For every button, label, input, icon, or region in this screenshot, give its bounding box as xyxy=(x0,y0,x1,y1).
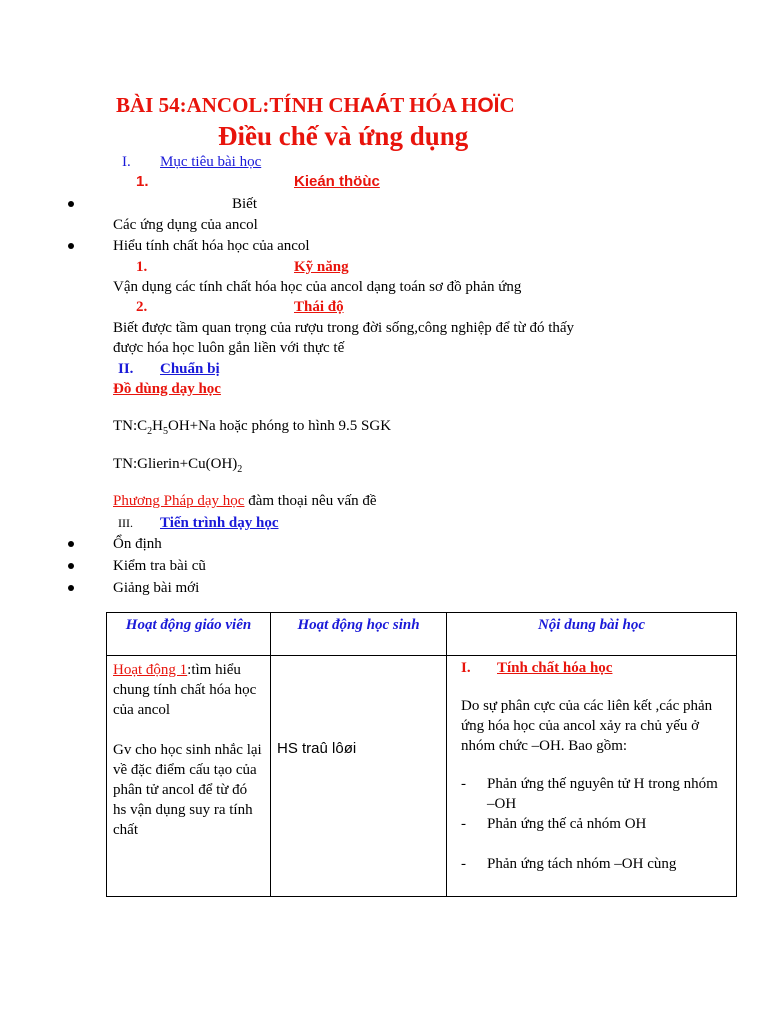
method-text: đàm thoại nêu vấn đề xyxy=(244,493,377,509)
step-item: Ổn định xyxy=(113,536,162,552)
method-label: Phương Pháp dạy học xyxy=(113,493,245,509)
bullet-icon xyxy=(68,243,74,249)
lesson-content-cell xyxy=(447,656,737,897)
activity-text: :tìm hiểu chung tính chất hóa học của ancol xyxy=(113,662,257,718)
tools-heading: Đồ dùng dạy học xyxy=(113,381,221,397)
section-1-numeral: I. xyxy=(122,154,131,170)
lesson-table xyxy=(106,612,737,897)
subsection-2-number: 1. xyxy=(136,259,148,275)
dash-icon: - xyxy=(461,856,466,872)
lesson-number: BÀI 54: xyxy=(116,93,187,117)
teaching-method xyxy=(113,492,377,510)
bullet-icon xyxy=(68,201,74,207)
knowledge-line-2: Hiểu tính chất hóa học của ancol xyxy=(113,238,310,254)
section-2-heading: Chuẩn bị xyxy=(160,361,220,377)
section-2-numeral: II. xyxy=(118,361,134,377)
knowledge-line-1: Các ứng dụng của ancol xyxy=(113,217,258,233)
subsection-skill-heading: Kỹ năng xyxy=(294,259,349,275)
content-intro: Do sự phân cực của các liên kết ,các phản ứng hóa học của ancol xảy ra chủ yếu ở nhóm chức –OH. Bao gồm: xyxy=(461,698,713,754)
section-3-heading: Tiến trình dạy học xyxy=(160,515,279,531)
header-student-activity: Hoạt động học sinh xyxy=(271,613,447,656)
subsection-3-number: 2. xyxy=(136,299,148,315)
lesson-subtitle: Điều chế và ứng dụng xyxy=(218,121,469,151)
bullet-icon xyxy=(68,563,74,569)
attitude-line-2: được hóa học luôn gắn liền với thực tế xyxy=(113,340,345,356)
table-header-row xyxy=(107,613,737,656)
section-1-heading: Mục tiêu bài học xyxy=(160,154,262,170)
experiment-1: $TN:C_2H_5OH+Na$ hoặc phóng to hình 9.5 SGK xyxy=(113,418,392,437)
experiment-2: $TN:Glierin+Cu(OH)_2$ xyxy=(113,456,243,475)
dash-icon: - xyxy=(461,816,466,832)
step-item: Kiểm tra bài cũ xyxy=(113,558,206,574)
knowledge-head: Biết xyxy=(232,196,257,212)
content-item: - Phản ứng thế cả nhóm OH xyxy=(461,816,647,832)
content-item: - Phản ứng thế nguyên tử H trong nhóm –OH xyxy=(461,776,718,812)
student-response: HS traû lôøi xyxy=(277,740,357,757)
subsection-1-number: 1. xyxy=(136,173,149,190)
student-activity-cell xyxy=(271,656,447,897)
subsection-knowledge-heading: Kieán thöùc xyxy=(294,173,380,190)
teacher-activity-cell xyxy=(107,656,271,897)
skill-text: Vận dụng các tính chất hóa học của ancol dạng toán sơ đồ phản ứng xyxy=(113,279,522,295)
header-teacher-activity: Hoạt động giáo viên xyxy=(107,613,271,656)
table-row xyxy=(107,656,737,897)
teacher-instruction: Gv cho học sinh nhắc lại về đặc điểm cấu tạo của phân tử ancol để từ đó hs vận dụng suy ra tính chất xyxy=(113,742,262,838)
section-3-numeral: III. xyxy=(118,516,133,530)
bullet-icon xyxy=(68,541,74,547)
content-item: - Phản ứng tách nhóm –OH cùng xyxy=(461,856,677,872)
header-lesson-content: Nội dung bài học xyxy=(447,613,737,656)
content-heading: I. Tính chất hóa học xyxy=(461,660,613,676)
dash-icon: - xyxy=(461,776,466,792)
attitude-line-1: Biết được tầm quan trọng của rượu trong đời sống,công nghiệp để từ đó thấy xyxy=(113,320,575,336)
lesson-title: BÀI 54:ANCOL:TÍNH CHAÁT HÓA HOÏC xyxy=(116,93,515,117)
bullet-icon xyxy=(68,585,74,591)
subsection-attitude-heading: Thái độ xyxy=(294,299,344,315)
activity-label: Hoạt động 1 xyxy=(113,662,188,678)
step-item: Giảng bài mới xyxy=(113,580,200,596)
